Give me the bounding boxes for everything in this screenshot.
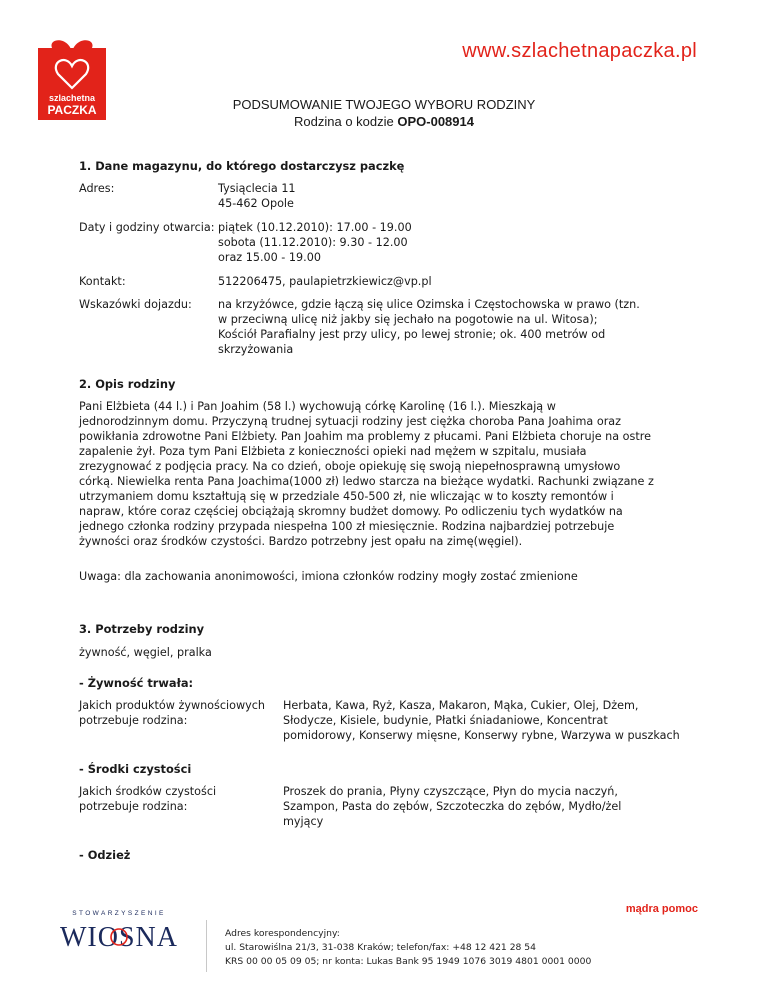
contact-label: Kontakt:	[79, 275, 126, 288]
section2-heading: 2. Opis rodziny	[79, 377, 176, 391]
description-line: córką. Niewielka renta Pana Joachima(1000 zł) ledwo starcza na bieżące wydatki. Rachunki związane z	[79, 475, 654, 488]
cleaning-label	[79, 784, 283, 829]
address-value	[218, 181, 719, 211]
footer-address-line: KRS 00 00 05 09 05; nr konta: Lukas Bank 95 1949 1076 3019 4801 0001 0000	[225, 956, 592, 967]
directions-row	[79, 297, 719, 357]
footer-divider	[206, 920, 207, 972]
directions-line: Kościół Parafialny jest przy ulicy, po lewej stronie; ok. 400 metrów od	[218, 328, 606, 341]
food-label	[79, 698, 283, 743]
address-label: Adres:	[79, 182, 115, 195]
document-title: PODSUMOWANIE TWOJEGO WYBORU RODZINY	[232, 97, 536, 112]
footer-address	[225, 927, 705, 969]
description-line: Pani Elżbieta (44 l.) i Pan Joahim (58 l.) wychowują córkę Karolinę (16 l.). Mieszkają w	[79, 400, 556, 413]
directions-line: na krzyżówce, gdzie łączą się ulice Ozimska i Częstochowska w prawo (tzn.	[218, 298, 640, 311]
contact-value: 512206475, paulapietrzkiewicz@vp.pl	[218, 275, 432, 288]
directions-line: skrzyżowania	[218, 343, 294, 356]
description-line: żywności oraz środków czystości. Bardzo potrzebny jest opału na zimę(węgiel).	[79, 535, 523, 548]
org-small: STOWARZYSZENIE	[72, 910, 166, 917]
description-line: jednorodzinnym domu. Przyczyną trudnej sytuacji rodziny jest ciężka choroba Pana Joahima oraz	[79, 415, 622, 428]
description-line: zrezygnować z podjęcia pracy. Na co dzień, oboje opiekuję się swoją niepełnosprawną umysłowo	[79, 460, 621, 473]
food-value-line: Herbata, Kawa, Ryż, Kasza, Makaron, Mąka, Cukier, Olej, Dżem,	[283, 699, 639, 712]
logo-line2: PACZKA	[47, 103, 97, 117]
cleaning-heading: - Środki czystości	[79, 762, 192, 776]
cleaning-row	[79, 784, 719, 829]
directions-line: w przeciwną ulicę niż jakby się jechało na pogotowie na ul. Witosa);	[218, 313, 598, 326]
section3-heading: 3. Potrzeby rodziny	[79, 622, 205, 636]
org-name: WIOSNA	[60, 922, 178, 953]
cleaning-label-line: Jakich środków czystości	[79, 785, 217, 798]
subtitle-prefix: Rodzina o kodzie	[294, 114, 394, 129]
description-line: jednego członka rodziny przypada niespełna 100 zł miesięcznie. Rodzina najbardziej potrzebuje	[79, 520, 615, 533]
clothing-heading: - Odzież	[79, 848, 131, 862]
directions-value	[218, 297, 719, 357]
food-value-line: Słodycze, Kisiele, budynie, Płatki śniadaniowe, Koncentrat	[283, 714, 608, 727]
address-line: 45-462 Opole	[218, 197, 294, 210]
footer-address-line: Adres korespondencyjny:	[225, 928, 340, 939]
anonymity-note: Uwaga: dla zachowania anonimowości, imiona członków rodziny mogły zostać zmienione	[79, 570, 578, 583]
description-line: zapalenie żył. Poza tym Pani Elżbieta z konieczności opieki nad mężem w szpitalu, musiała	[79, 445, 587, 458]
food-value	[283, 698, 719, 743]
cleaning-value	[283, 784, 719, 829]
food-row	[79, 698, 719, 743]
cleaning-value-line: Szampon, Pasta do zębów, Szczoteczka do zębów, Mydło/żel	[283, 800, 622, 813]
tagline: mądra pomoc	[625, 903, 698, 915]
address-row	[79, 181, 719, 211]
hours-row	[79, 220, 719, 265]
hours-line: piątek (10.12.2010): 17.00 - 19.00	[218, 221, 412, 234]
family-code: OPO-008914	[397, 114, 474, 129]
directions-label: Wskazówki dojazdu:	[79, 298, 192, 311]
needs-summary: żywność, węgiel, pralka	[79, 646, 212, 659]
description-line: powikłania zdrowotne Pani Elżbiety. Pan Joahim ma problemy z płucami. Pani Elżbieta choruje na ostre	[79, 430, 651, 443]
logo-line1: szlachetna	[48, 93, 96, 103]
cleaning-value-line: myjący	[283, 815, 324, 828]
hours-line: oraz 15.00 - 19.00	[218, 251, 321, 264]
food-value-line: pomidorowy, Konserwy mięsne, Konserwy rybne, Warzywa w puszkach	[283, 729, 680, 742]
footer-address-line: ul. Starowiślna 21/3, 31-038 Kraków; telefon/fax: +48 12 421 28 54	[225, 942, 536, 953]
contact-row	[79, 274, 719, 289]
document-subtitle	[0, 113, 768, 130]
hours-line: sobota (11.12.2010): 9.30 - 12.00	[218, 236, 408, 249]
cleaning-label-line: potrzebuje rodzina:	[79, 800, 188, 813]
document-title-block	[0, 96, 768, 130]
food-label-line: Jakich produktów żywnościowych	[79, 699, 265, 712]
address-line: Tysiąclecia 11	[218, 182, 296, 195]
hours-label: Daty i godziny otwarcia:	[79, 221, 215, 234]
cleaning-value-line: Proszek do prania, Płyny czyszczące, Płyn do mycia naczyń,	[283, 785, 618, 798]
site-url[interactable]: www.szlachetnapaczka.pl	[462, 40, 697, 62]
food-label-line: potrzebuje rodzina:	[79, 714, 188, 727]
food-heading: - Żywność trwała:	[79, 676, 194, 690]
hours-value	[218, 220, 719, 265]
description-line: napraw, które coraz częściej obciążają skromny budżet domowy. Po odliczeniu tych wydatków na	[79, 505, 623, 518]
section1-heading: 1. Dane magazynu, do którego dostarczysz paczkę	[79, 159, 405, 173]
description-line: utrzymaniem domu kształtują się w przedziale 450-500 zł, nie wliczając w to koszty remontów i	[79, 490, 614, 503]
family-description	[79, 399, 719, 549]
